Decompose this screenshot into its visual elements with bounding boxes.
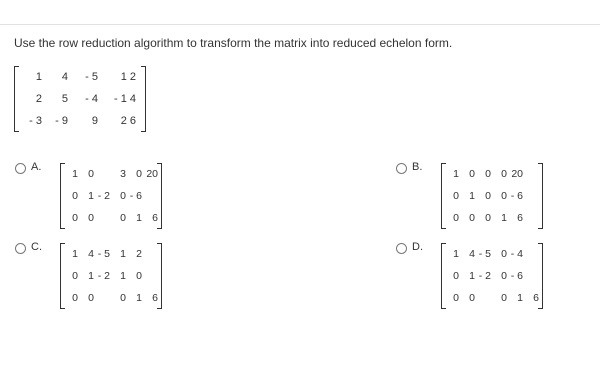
matrix-cell: - 2 <box>97 270 110 282</box>
option-c-matrix <box>60 243 162 309</box>
matrix-cell: 2 <box>136 248 142 260</box>
option-d-label: D. <box>412 241 423 253</box>
matrix-cell: 0 <box>88 168 94 180</box>
matrix-cell: 6 <box>533 292 539 304</box>
option-b-label: B. <box>412 161 423 173</box>
matrix-cell: 0 <box>485 168 491 180</box>
matrix-cell: 6 <box>152 292 158 304</box>
matrix-cell: 1 <box>72 168 78 180</box>
matrix-cell: 20 <box>146 168 158 180</box>
radio-button-c[interactable] <box>15 243 26 254</box>
matrix-cell: 0 <box>453 270 459 282</box>
matrix-cell: - 5 <box>85 71 98 83</box>
option-a-matrix <box>60 163 162 229</box>
option-b-matrix <box>441 163 543 229</box>
matrix-cell: 0 <box>72 292 78 304</box>
top-divider <box>0 24 600 25</box>
matrix-cell: 1 <box>35 71 42 83</box>
radio-button-a[interactable] <box>15 163 26 174</box>
matrix-cell: - 2 <box>97 190 110 202</box>
matrix-cell: 0 <box>72 212 78 224</box>
matrix-cell: - 5 <box>478 248 491 260</box>
matrix-cell: 0 <box>501 270 507 282</box>
matrix-cell: - 3 <box>29 115 42 127</box>
matrix-cell: 0 <box>469 212 475 224</box>
matrix-cell: 0 <box>501 190 507 202</box>
matrix-cell: 1 <box>88 270 94 282</box>
matrix-cell: 1 <box>120 270 126 282</box>
matrix-cell: 3 <box>120 168 126 180</box>
matrix-cell: - 6 <box>510 190 523 202</box>
matrix-cell: 0 <box>136 270 142 282</box>
radio-button-b[interactable] <box>396 163 407 174</box>
matrix-cell: 1 <box>136 212 142 224</box>
matrix-cell: 1 <box>120 248 126 260</box>
matrix-cell: 0 <box>501 248 507 260</box>
matrix-cell: 1 2 <box>120 71 136 83</box>
matrix-cell: 0 <box>453 190 459 202</box>
option-c-label: C. <box>31 241 42 253</box>
matrix-cell: 4 <box>61 71 68 83</box>
matrix-cell: 0 <box>120 292 126 304</box>
matrix-cell: 2 <box>35 93 42 105</box>
matrix-cell: 9 <box>91 115 98 127</box>
matrix-cell: - 5 <box>97 248 110 260</box>
matrix-cell: - 6 <box>129 190 142 202</box>
matrix-cell: 1 <box>517 292 523 304</box>
matrix-cell: - 6 <box>510 270 523 282</box>
matrix-cell: 0 <box>485 190 491 202</box>
matrix-cell: 0 <box>88 292 94 304</box>
matrix-cell: 0 <box>120 190 126 202</box>
given-matrix <box>14 66 146 132</box>
matrix-cell: - 4 <box>510 248 523 260</box>
option-a-label: A. <box>31 161 42 173</box>
matrix-cell: 0 <box>501 168 507 180</box>
matrix-cell: 0 <box>136 168 142 180</box>
matrix-cell: - 4 <box>85 93 98 105</box>
matrix-cell: 6 <box>517 212 523 224</box>
radio-button-d[interactable] <box>396 243 407 254</box>
matrix-cell: 0 <box>120 212 126 224</box>
matrix-cell: 1 <box>136 292 142 304</box>
matrix-cell: 1 <box>453 168 459 180</box>
matrix-cell: 0 <box>469 292 475 304</box>
matrix-cell: 1 <box>88 190 94 202</box>
matrix-cell: 1 <box>453 248 459 260</box>
matrix-cell: - 1 4 <box>113 93 136 105</box>
matrix-cell: 1 <box>469 190 475 202</box>
matrix-cell: 6 <box>152 212 158 224</box>
matrix-cell: 4 <box>88 248 94 260</box>
matrix-cell: 20 <box>511 168 523 180</box>
matrix-cell: 0 <box>485 212 491 224</box>
matrix-cell: 1 <box>501 212 507 224</box>
matrix-cell: 0 <box>501 292 507 304</box>
option-d-matrix <box>441 243 543 309</box>
matrix-cell: - 2 <box>478 270 491 282</box>
matrix-cell: 0 <box>469 168 475 180</box>
matrix-cell: 1 <box>469 270 475 282</box>
matrix-cell: 4 <box>469 248 475 260</box>
matrix-cell: 5 <box>61 93 68 105</box>
matrix-cell: 0 <box>72 270 78 282</box>
matrix-cell: 1 <box>72 248 78 260</box>
matrix-cell: 0 <box>72 190 78 202</box>
matrix-cell: - 9 <box>55 115 68 127</box>
matrix-cell: 0 <box>88 212 94 224</box>
matrix-cell: 0 <box>453 212 459 224</box>
matrix-cell: 2 6 <box>120 115 136 127</box>
question-text: Use the row reduction algorithm to transform the matrix into reduced echelon form. <box>14 36 453 50</box>
matrix-cell: 0 <box>453 292 459 304</box>
